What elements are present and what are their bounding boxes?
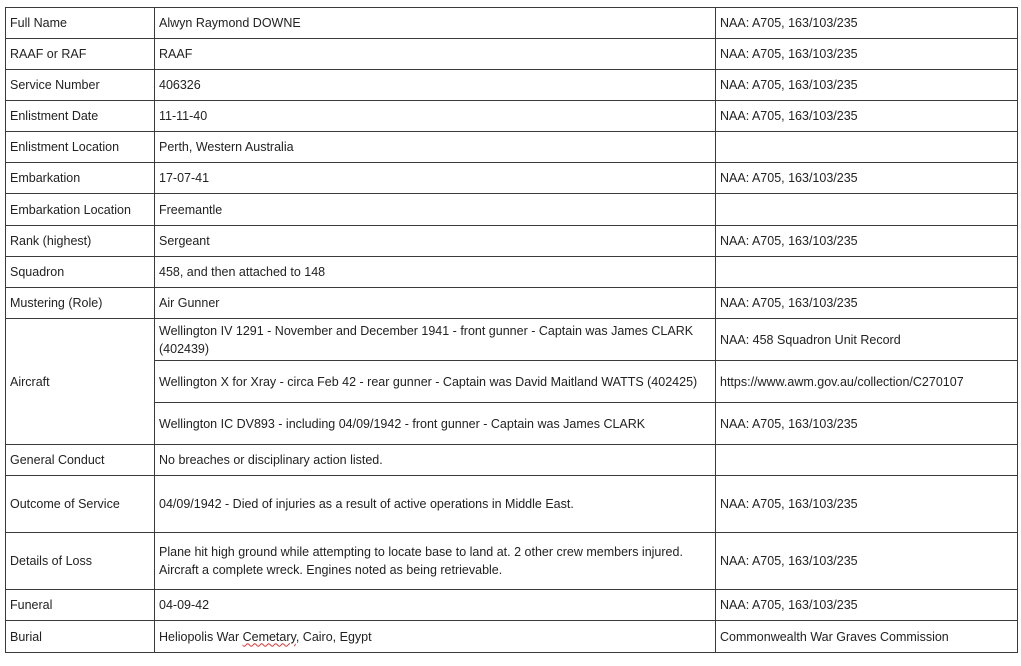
row-source (716, 445, 1018, 476)
loss-details-line: Aircraft a complete wreck. Engines noted as being retrievable. (159, 563, 503, 577)
row-value: Freemantle (155, 194, 716, 226)
row-value: 04-09-42 (155, 590, 716, 621)
table-row (6, 226, 1018, 257)
table-row (6, 8, 1018, 39)
burial-text: , Cairo, Egypt (295, 629, 372, 644)
row-source: NAA: A705, 163/103/235 (716, 101, 1018, 132)
row-source: NAA: A705, 163/103/235 (716, 70, 1018, 101)
loss-details-line: Plane hit high ground while attempting to locate base to land at. 2 other crew members injured. (159, 545, 683, 559)
table-row (6, 361, 1018, 403)
table-row (6, 476, 1018, 533)
table-row (6, 403, 1018, 445)
row-source: NAA: A705, 163/103/235 (716, 590, 1018, 621)
table-row (6, 590, 1018, 621)
aircraft-entry: Wellington IV 1291 - November and December 1941 - front gunner - Captain was James CLARK (402439) (155, 319, 716, 361)
row-value: No breaches or disciplinary action listed. (155, 445, 716, 476)
row-source (716, 194, 1018, 226)
row-label: Embarkation Location (6, 194, 155, 226)
row-label: Burial (6, 621, 155, 653)
row-label: Full Name (6, 8, 155, 39)
row-label: Enlistment Location (6, 132, 155, 163)
row-source: NAA: A705, 163/103/235 (716, 226, 1018, 257)
table-row (6, 621, 1018, 653)
row-value: Sergeant (155, 226, 716, 257)
table-row (6, 533, 1018, 590)
aircraft-entry: Wellington X for Xray - circa Feb 42 - rear gunner - Captain was David Maitland WATTS (402425) (155, 361, 716, 403)
row-label: General Conduct (6, 445, 155, 476)
table-row (6, 70, 1018, 101)
row-value: 11-11-40 (155, 101, 716, 132)
row-value: 04/09/1942 - Died of injuries as a result of active operations in Middle East. (155, 476, 716, 533)
row-source: NAA: A705, 163/103/235 (716, 288, 1018, 319)
service-record-table (5, 7, 1018, 653)
row-label: Service Number (6, 70, 155, 101)
row-source: https://www.awm.gov.au/collection/C270107 (716, 361, 1018, 403)
table-row (6, 39, 1018, 70)
row-label: Rank (highest) (6, 226, 155, 257)
aircraft-entry: Wellington IC DV893 - including 04/09/1942 - front gunner - Captain was James CLARK (155, 403, 716, 445)
row-source (716, 132, 1018, 163)
row-value: Perth, Western Australia (155, 132, 716, 163)
row-source (716, 257, 1018, 288)
row-source: NAA: A705, 163/103/235 (716, 476, 1018, 533)
table-row (6, 163, 1018, 194)
row-label: Outcome of Service (6, 476, 155, 533)
row-source: NAA: A705, 163/103/235 (716, 8, 1018, 39)
row-value (155, 621, 716, 653)
misspelled-word: Cemetary (242, 629, 296, 644)
row-label: Aircraft (6, 319, 155, 445)
row-label: Mustering (Role) (6, 288, 155, 319)
row-label: Details of Loss (6, 533, 155, 590)
row-value: Air Gunner (155, 288, 716, 319)
table-row (6, 288, 1018, 319)
table-row (6, 194, 1018, 226)
row-value: RAAF (155, 39, 716, 70)
table-row (6, 257, 1018, 288)
row-source: NAA: A705, 163/103/235 (716, 163, 1018, 194)
burial-text: Heliopolis War (159, 629, 243, 644)
row-source: NAA: A705, 163/103/235 (716, 533, 1018, 590)
table-row (6, 101, 1018, 132)
row-label: Squadron (6, 257, 155, 288)
row-value: 406326 (155, 70, 716, 101)
table-row (6, 319, 1018, 361)
row-source: NAA: A705, 163/103/235 (716, 39, 1018, 70)
row-value: Alwyn Raymond DOWNE (155, 8, 716, 39)
table-row (6, 445, 1018, 476)
row-source: NAA: A705, 163/103/235 (716, 403, 1018, 445)
row-label: RAAF or RAF (6, 39, 155, 70)
row-value: 17-07-41 (155, 163, 716, 194)
row-source: Commonwealth War Graves Commission (716, 621, 1018, 653)
table-row (6, 132, 1018, 163)
row-label: Embarkation (6, 163, 155, 194)
row-source: NAA: 458 Squadron Unit Record (716, 319, 1018, 361)
row-label: Funeral (6, 590, 155, 621)
row-label: Enlistment Date (6, 101, 155, 132)
row-value (155, 533, 716, 590)
row-value: 458, and then attached to 148 (155, 257, 716, 288)
